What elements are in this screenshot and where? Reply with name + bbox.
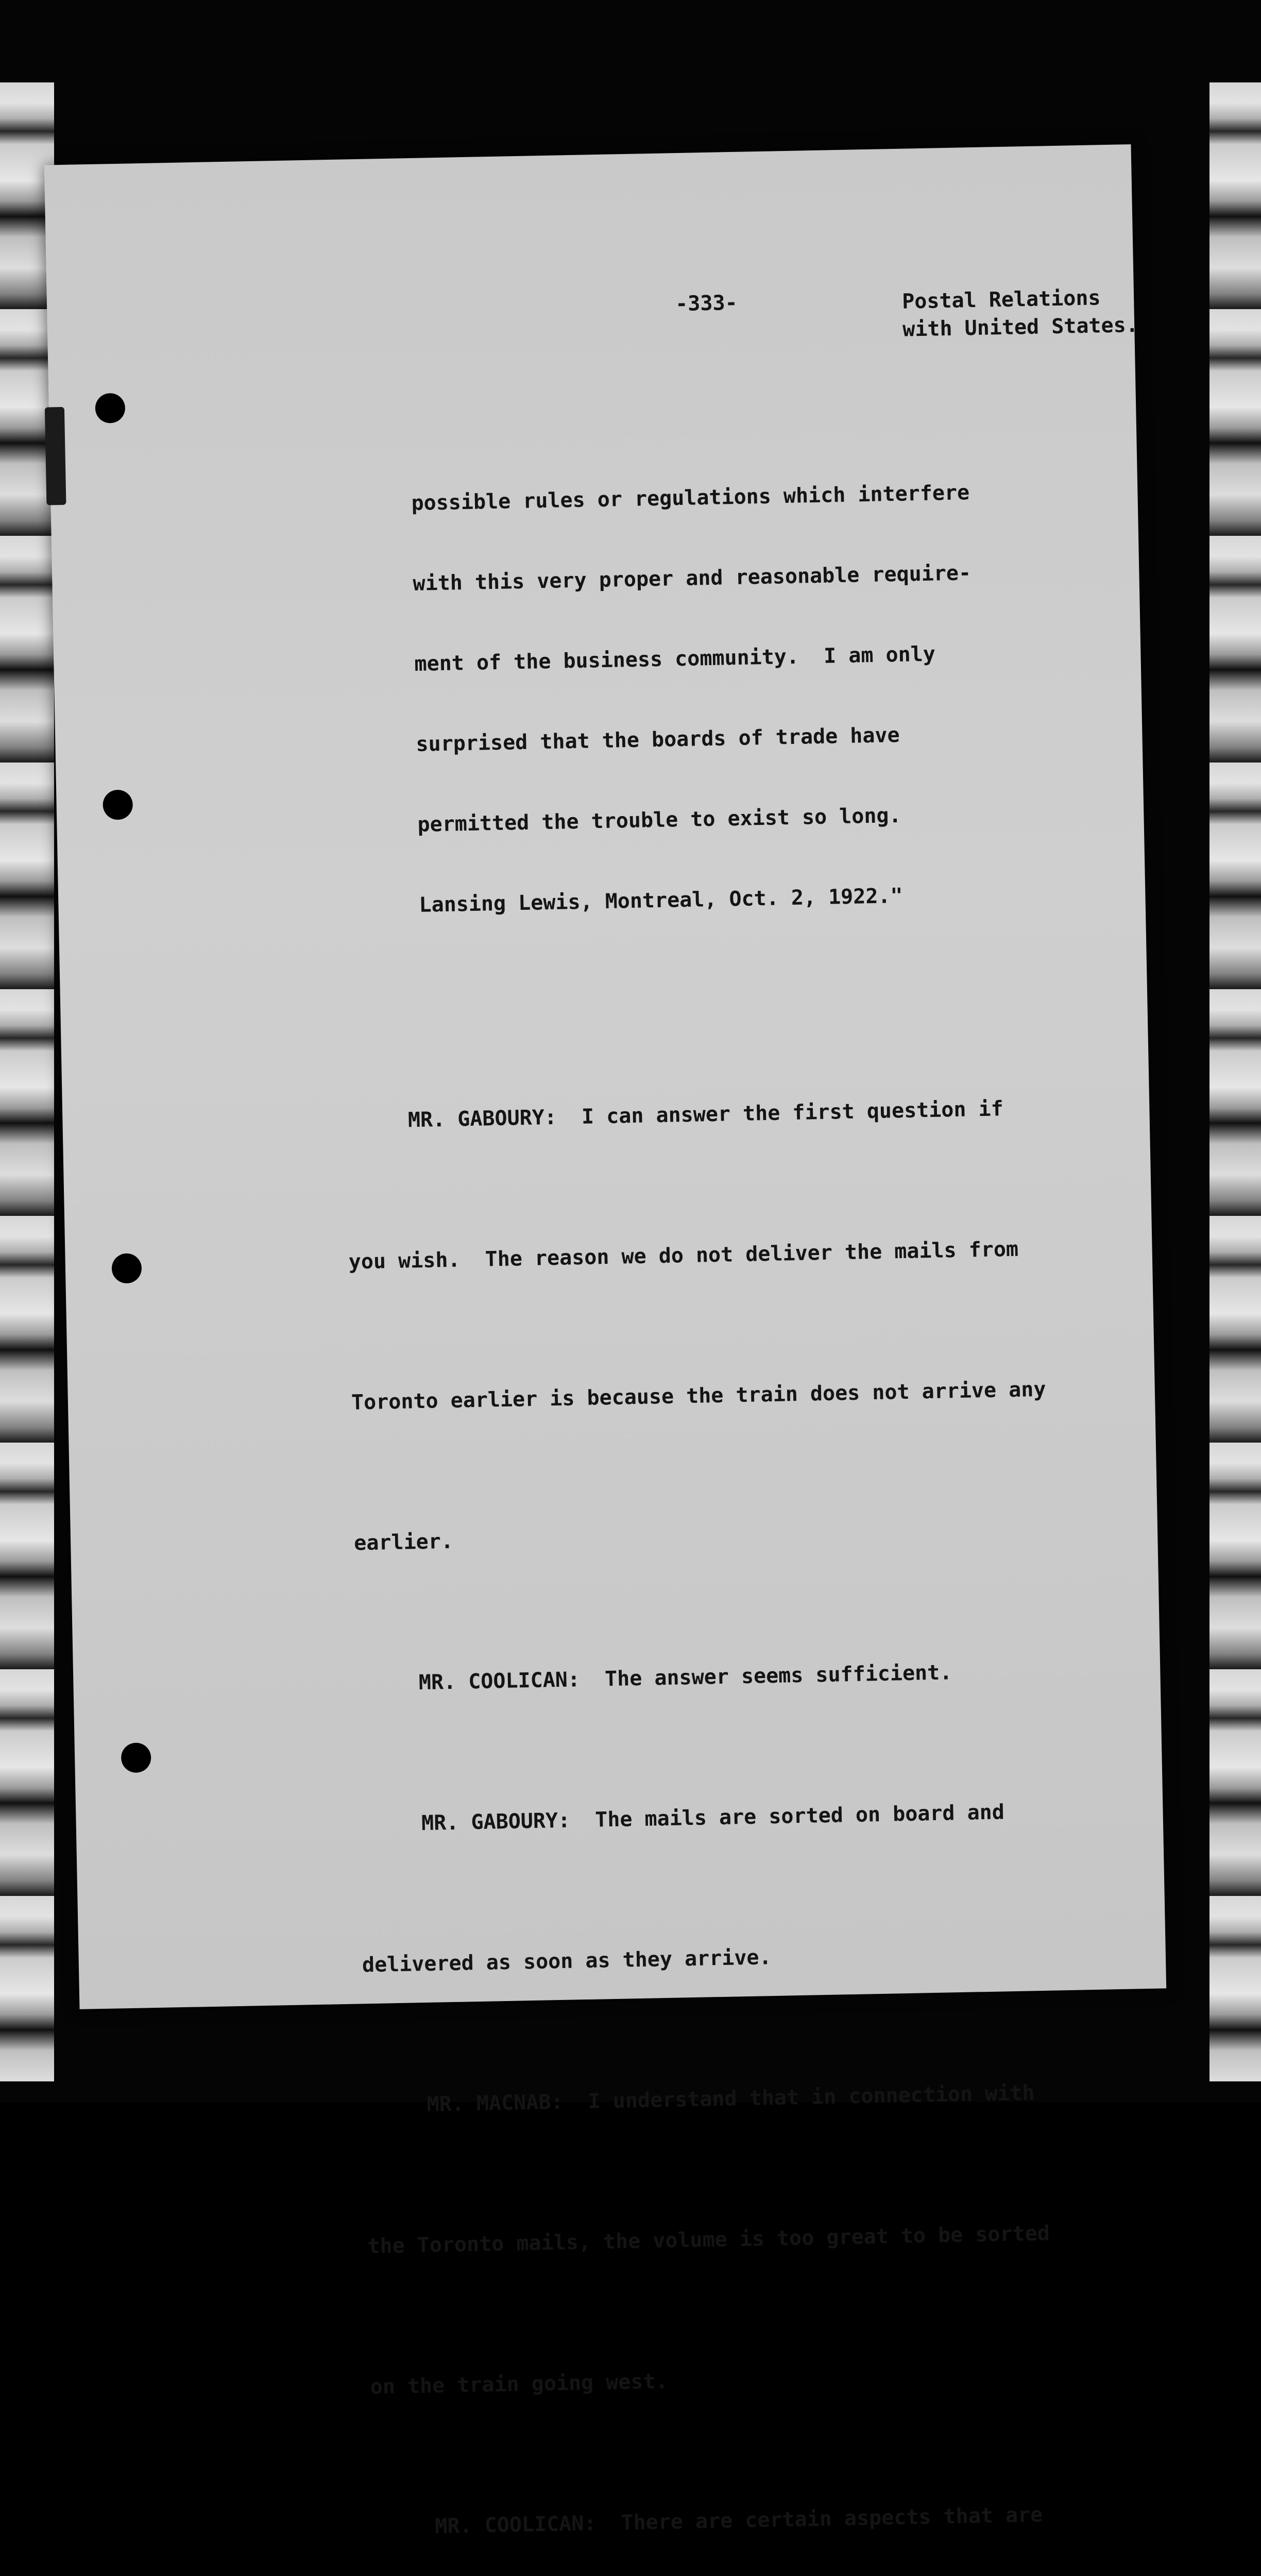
punch-hole-4 bbox=[121, 1742, 151, 1773]
quote-line: surprised that the boards of trade have bbox=[416, 723, 900, 756]
body-line: delivered as soon as they arrive. bbox=[362, 1945, 772, 1977]
quote-line: Lansing Lewis, Montreal, Oct. 2, 1922." bbox=[419, 884, 904, 917]
page-header bbox=[330, 285, 1139, 386]
quote-line: permitted the trouble to exist so long. bbox=[417, 803, 902, 837]
running-head: Postal Relations with United States. bbox=[901, 286, 1139, 342]
body-line: MR. COOLICAN: The answer seems sufficient. bbox=[356, 1660, 952, 1696]
body-line: MR. GABOURY: The mails are sorted on board and bbox=[359, 1800, 1005, 1837]
transcript-body bbox=[344, 990, 1139, 2576]
body-line: MR. COOLICAN: There are certain aspects that are bbox=[372, 2503, 1043, 2540]
page-number: -333- bbox=[675, 291, 738, 316]
document-page bbox=[44, 144, 1166, 2540]
film-edge-right bbox=[1209, 82, 1261, 2081]
punch-hole-1 bbox=[95, 393, 125, 423]
body-line: MR. MACNAB: I understand that in connection with bbox=[364, 2081, 1035, 2118]
typed-text bbox=[330, 285, 1139, 2576]
punch-hole-2 bbox=[103, 790, 133, 820]
body-line: MR. GABOURY: I can answer the first question if bbox=[346, 1097, 1004, 1133]
quote-line: ment of the business community. I am only bbox=[414, 642, 936, 676]
body-line: earlier. bbox=[353, 1529, 454, 1555]
body-line: you wish. The reason we do not deliver the mails from bbox=[348, 1237, 1019, 1274]
binder-tab bbox=[45, 407, 66, 505]
film-edge-left bbox=[0, 82, 54, 2081]
quoted-letter bbox=[410, 424, 1075, 972]
body-line: on the train going west. bbox=[370, 2369, 669, 2399]
quote-line: possible rules or regulations which interfere bbox=[411, 481, 970, 516]
body-line: Toronto earlier is because the train does not arrive any bbox=[351, 1377, 1046, 1415]
body-line: the Toronto mails, the volume is too great to be sorted bbox=[367, 2221, 1050, 2259]
punch-hole-3 bbox=[111, 1253, 142, 1283]
quote-line: with this very proper and reasonable require- bbox=[413, 561, 972, 596]
